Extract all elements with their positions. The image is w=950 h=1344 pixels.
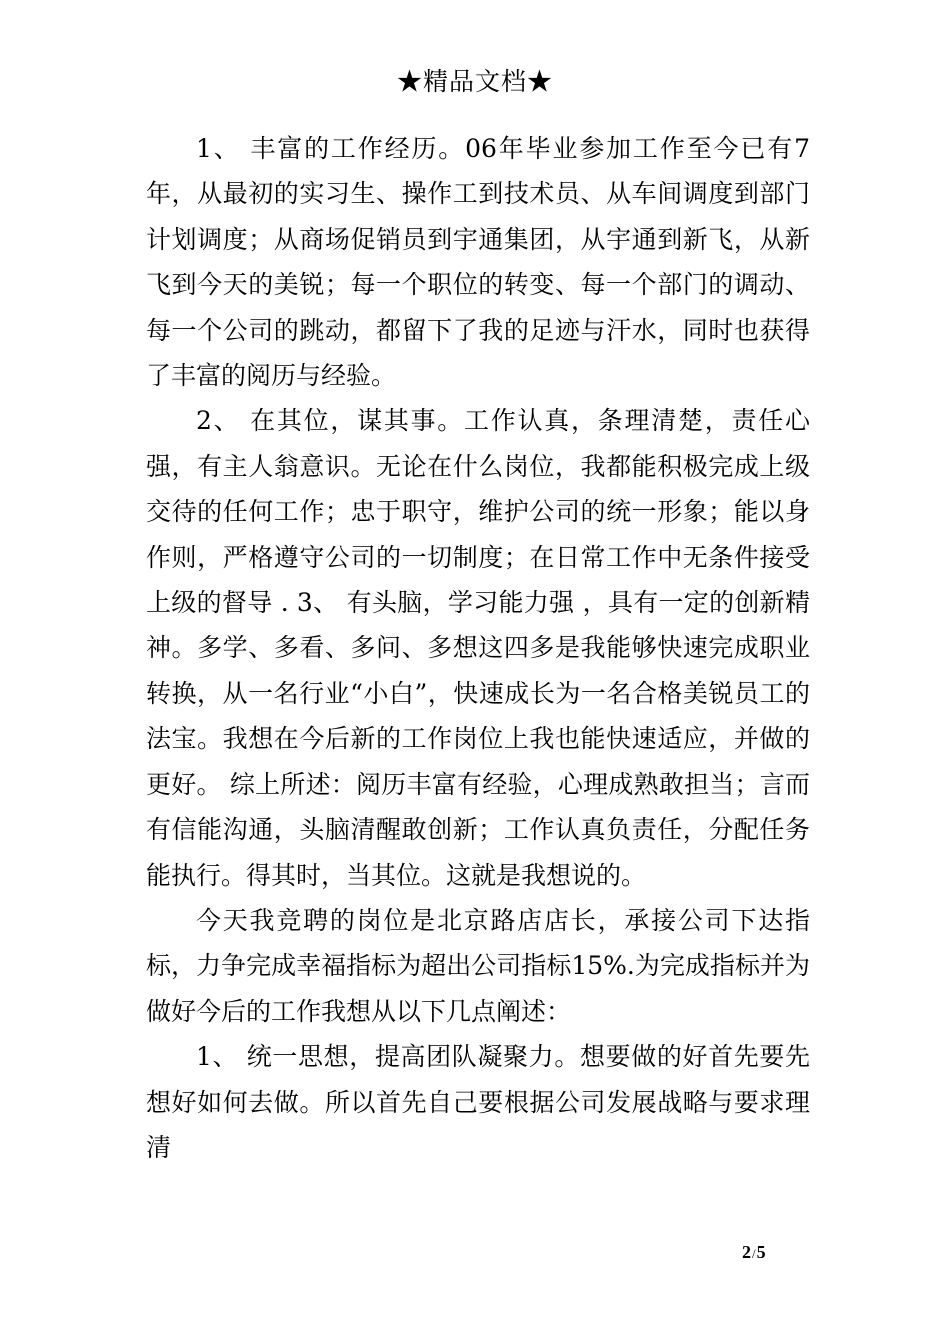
page-number-current: 2 (742, 1242, 751, 1262)
document-header: ★精品文档★ (396, 67, 553, 96)
paragraph-responsibility: 2、 在其位，谋其事。工作认真，条理清楚，责任心强，有主人翁意识。无论在什么岗位，我都能积极完成上级交待的任何工作；忠于职守，维护公司的统一形象；能以身作则，严格遵守公司的一切制度；在日常工作中无条件接受上级的督导 . 3、 有头脑，学习能力强 ，具有一定的创新精神。多学、多看、多问、多想这四多是我能够快速完成职业转换，从一名行业“小白”，快速成长为一名合格美锐员工的法宝。我想在今后新的工作岗位上我也能快速适应，并做的更好。 综上所述：阅历丰富有经验，心理成熟敢担当；言而有信能沟通，头脑清醒敢创新；工作认真负责任，分配任务能执行。得其时，当其位。这就是我想说的。 (146, 406, 810, 890)
page-number-separator: / (752, 1246, 756, 1261)
page-number (742, 1240, 766, 1266)
page-number-total: 5 (756, 1242, 766, 1262)
paragraph-position-goal: 今天我竞聘的岗位是北京路店店长，承接公司下达指标，力争完成幸福指标为超出公司指标15%.为完成指标并为做好今后的工作我想从以下几点阐述： (146, 905, 810, 1026)
document-body (146, 126, 810, 1170)
paragraph-work-experience: 1、 丰富的工作经历。06年毕业参加工作至今已有7年，从最初的实习生、操作工到技术员、从车间调度到部门计划调度；从商场促销员到宇通集团，从宇通到新飞，从新飞到今天的美锐；每一个职位的转变、每一个部门的调动、每一个公司的跳动，都留下了我的足迹与汗水，同时也获得了丰富的阅历与经验。 (146, 134, 810, 391)
paragraph-unify-thinking: 1、 统一思想，提高团队凝聚力。想要做的好首先要先想好如何去做。所以首先自己要根据公司发展战略与要求理清 (146, 1042, 810, 1162)
